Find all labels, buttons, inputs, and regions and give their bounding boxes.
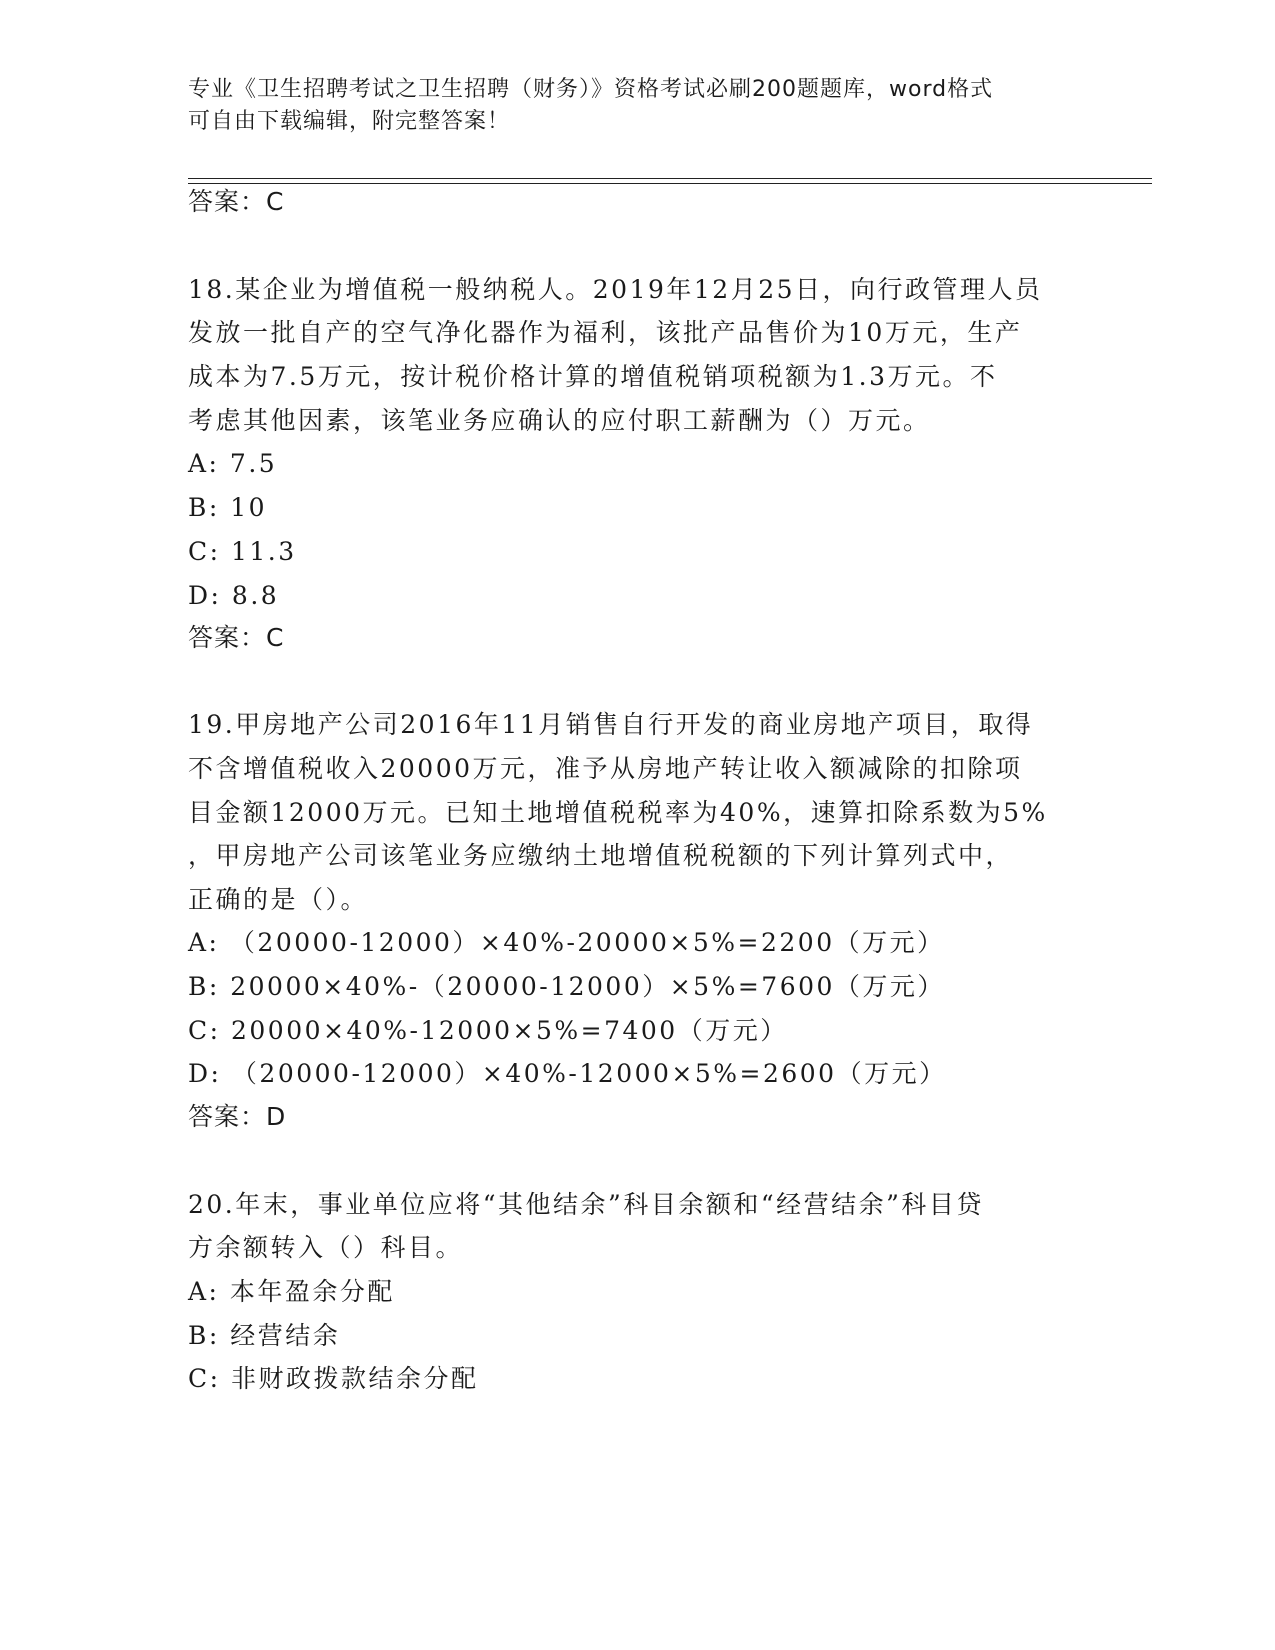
q19-answer: 答案：D: [188, 1102, 287, 1131]
q19-option-b: B: 20000×40%-（20000-12000）×5%=7600（万元）: [188, 972, 945, 1001]
q20-option-a: A: 本年盈余分配: [188, 1277, 395, 1306]
q18-stem-line-3: 成本为7.5万元，按计税价格计算的增值税销项税额为1.3万元。不: [188, 362, 998, 391]
q19-option-c: C: 20000×40%-12000×5%=7400（万元）: [188, 1016, 788, 1045]
q18-answer: 答案：C: [188, 623, 285, 652]
q18-option-a: A: 7.5: [188, 449, 278, 478]
q18-stem-line-4: 考虑其他因素，该笔业务应确认的应付职工薪酬为（）万元。: [188, 406, 931, 435]
document-header: [188, 74, 1088, 138]
q18-stem-line-2: 发放一批自产的空气净化器作为福利，该批产品售价为10万元，生产: [188, 318, 1023, 347]
header-line-2: 可自由下载编辑，附完整答案！: [188, 109, 511, 134]
q20-option-c: C: 非财政拨款结余分配: [188, 1364, 479, 1393]
q18-option-b: B: 10: [188, 493, 268, 522]
q19-stem-line-4: ，甲房地产公司该笔业务应缴纳土地增值税税额的下列计算列式中，: [188, 841, 1014, 870]
header-rule-bottom: [188, 183, 1152, 184]
q19-stem-line-3: 目金额12000万元。已知土地增值税税率为40%，速算扣除系数为5%: [188, 798, 1048, 827]
header-line-1: 专业《卫生招聘考试之卫生招聘（财务）》资格考试必刷200题题库，word格式: [188, 77, 994, 102]
q18-option-d: D: 8.8: [188, 581, 280, 610]
previous-answer: 答案：C: [188, 187, 285, 216]
q18-stem-line-1: 18.某企业为增值税一般纳税人。2019年12月25日，向行政管理人员: [188, 275, 1043, 304]
q19-stem-line-2: 不含增值税收入20000万元，准予从房地产转让收入额减除的扣除项: [188, 754, 1023, 783]
q20-stem-line-1: 20.年末，事业单位应将“其他结余”科目余额和“经营结余”科目贷: [188, 1190, 984, 1219]
q20-stem-line-2: 方余额转入（）科目。: [188, 1233, 464, 1262]
q20-option-b: B: 经营结余: [188, 1321, 341, 1350]
q19-stem-line-5: 正确的是（）。: [188, 885, 369, 914]
q18-option-c: C: 11.3: [188, 537, 297, 566]
q19-stem-line-1: 19.甲房地产公司2016年11月销售自行开发的商业房地产项目，取得: [188, 710, 1034, 739]
q19-option-a: A: （20000-12000）×40%-20000×5%=2200（万元）: [188, 928, 945, 957]
q19-option-d: D: （20000-12000）×40%-12000×5%=2600（万元）: [188, 1059, 947, 1088]
header-rule-top: [188, 178, 1152, 179]
